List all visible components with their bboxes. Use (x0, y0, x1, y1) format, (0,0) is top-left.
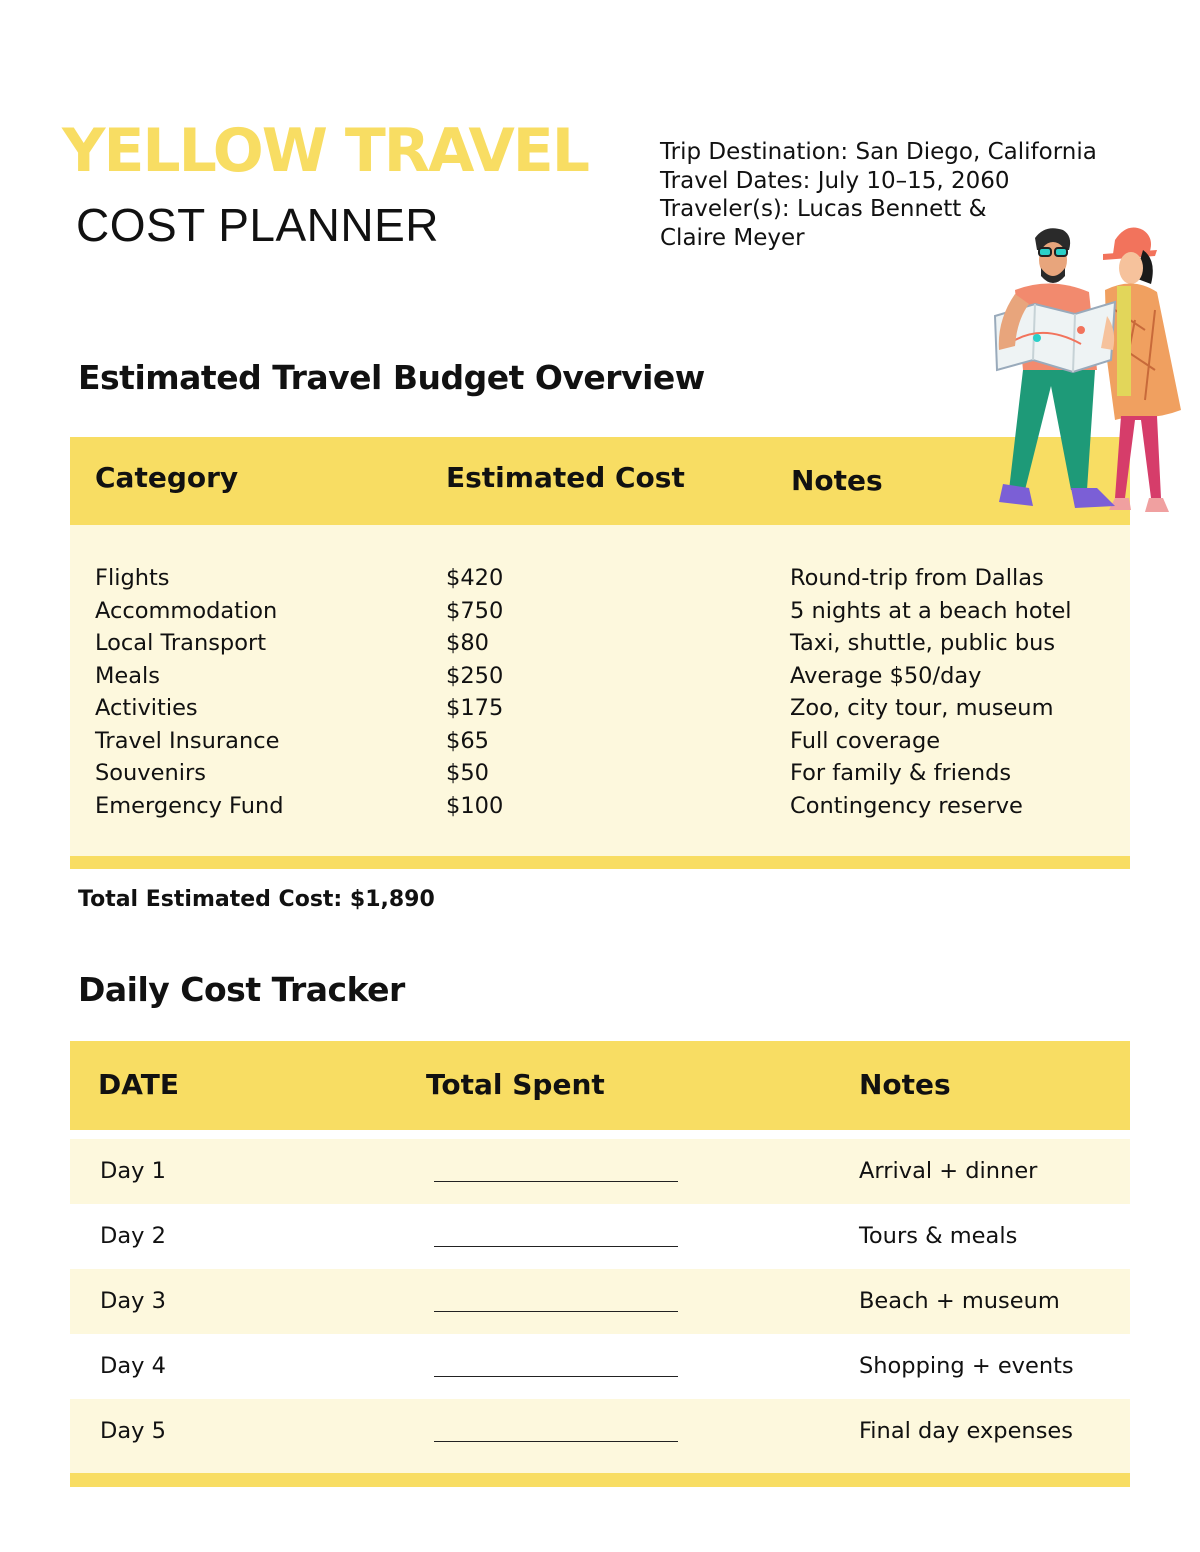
table-row (95, 595, 1125, 628)
tracker-day: Day 5 (100, 1418, 166, 1444)
budget-notes: Full coverage (790, 727, 941, 754)
budget-header-cost: Estimated Cost (446, 461, 685, 494)
table-row (95, 692, 1125, 725)
table-row (70, 1269, 1130, 1334)
trip-destination: Trip Destination: San Diego, California (660, 139, 1097, 165)
tracker-day: Day 1 (100, 1158, 166, 1184)
table-row (95, 627, 1125, 660)
spent-blank-line (434, 1376, 678, 1377)
table-row (70, 1399, 1130, 1473)
tracker-day: Day 3 (100, 1288, 166, 1314)
tracker-table-header (70, 1041, 1130, 1130)
budget-category: Travel Insurance (95, 727, 280, 754)
budget-section-title: Estimated Travel Budget Overview (78, 358, 705, 397)
table-row (95, 725, 1125, 758)
budget-category: Local Transport (95, 630, 267, 656)
spent-blank-line (434, 1311, 678, 1312)
budget-table-header (70, 437, 1130, 525)
budget-notes: Taxi, shuttle, public bus (790, 630, 1056, 656)
budget-category: Meals (95, 662, 161, 689)
tracker-section-title: Daily Cost Tracker (78, 970, 405, 1009)
budget-cost: $80 (446, 630, 489, 656)
spent-blank-line (434, 1441, 678, 1442)
trip-dates: Travel Dates: July 10–15, 2060 (660, 167, 1010, 194)
budget-header-notes: Notes (791, 464, 883, 497)
budget-category: Souvenirs (95, 760, 206, 786)
tracker-notes: Arrival + dinner (859, 1158, 1038, 1184)
budget-cost: $250 (446, 662, 504, 689)
budget-cost: $100 (446, 792, 504, 819)
budget-notes: Round-trip from Dallas (790, 565, 1044, 591)
table-row (95, 562, 1125, 595)
doc-subtitle: COST PLANNER (76, 199, 440, 251)
budget-notes: 5 nights at a beach hotel (790, 597, 1072, 624)
tracker-notes: Beach + museum (859, 1288, 1060, 1314)
budget-cost: $50 (446, 760, 489, 786)
budget-cost: $420 (446, 565, 504, 591)
budget-table-footer-bar (70, 856, 1130, 869)
tracker-notes: Final day expenses (859, 1418, 1073, 1444)
budget-cost: $65 (446, 727, 489, 754)
tracker-notes: Tours & meals (859, 1223, 1018, 1249)
table-row (95, 790, 1125, 823)
tracker-day: Day 4 (100, 1353, 166, 1379)
table-row (95, 660, 1125, 693)
table-row (70, 1139, 1130, 1204)
tracker-header-date: DATE (98, 1068, 179, 1101)
budget-cost: $175 (446, 695, 504, 721)
budget-category: Emergency Fund (95, 792, 284, 819)
budget-cost: $750 (446, 597, 504, 624)
spent-blank-line (434, 1181, 678, 1182)
budget-category: Flights (95, 565, 170, 591)
travelers-illustration (985, 220, 1190, 525)
tracker-header-spent: Total Spent (426, 1068, 605, 1101)
budget-rows (95, 562, 1125, 822)
doc-title: YELLOW TRAVEL (62, 116, 588, 186)
tracker-day: Day 2 (100, 1223, 166, 1249)
trip-travelers-cont: Claire Meyer (660, 224, 805, 251)
trip-travelers: Traveler(s): Lucas Bennett & (660, 196, 987, 222)
table-row (70, 1334, 1130, 1399)
table-row (70, 1204, 1130, 1269)
budget-category: Activities (95, 695, 198, 721)
budget-notes: For family & friends (790, 760, 1012, 786)
table-row (95, 757, 1125, 790)
tracker-header-notes: Notes (859, 1068, 951, 1101)
tracker-notes: Shopping + events (859, 1353, 1074, 1379)
total-estimated-cost: Total Estimated Cost: $1,890 (78, 887, 435, 912)
budget-notes: Zoo, city tour, museum (790, 695, 1054, 721)
budget-category: Accommodation (95, 597, 278, 624)
budget-notes: Average $50/day (790, 662, 982, 689)
budget-notes: Contingency reserve (790, 792, 1023, 819)
spent-blank-line (434, 1246, 678, 1247)
budget-header-category: Category (95, 461, 239, 494)
tracker-table-footer-bar (70, 1473, 1130, 1487)
